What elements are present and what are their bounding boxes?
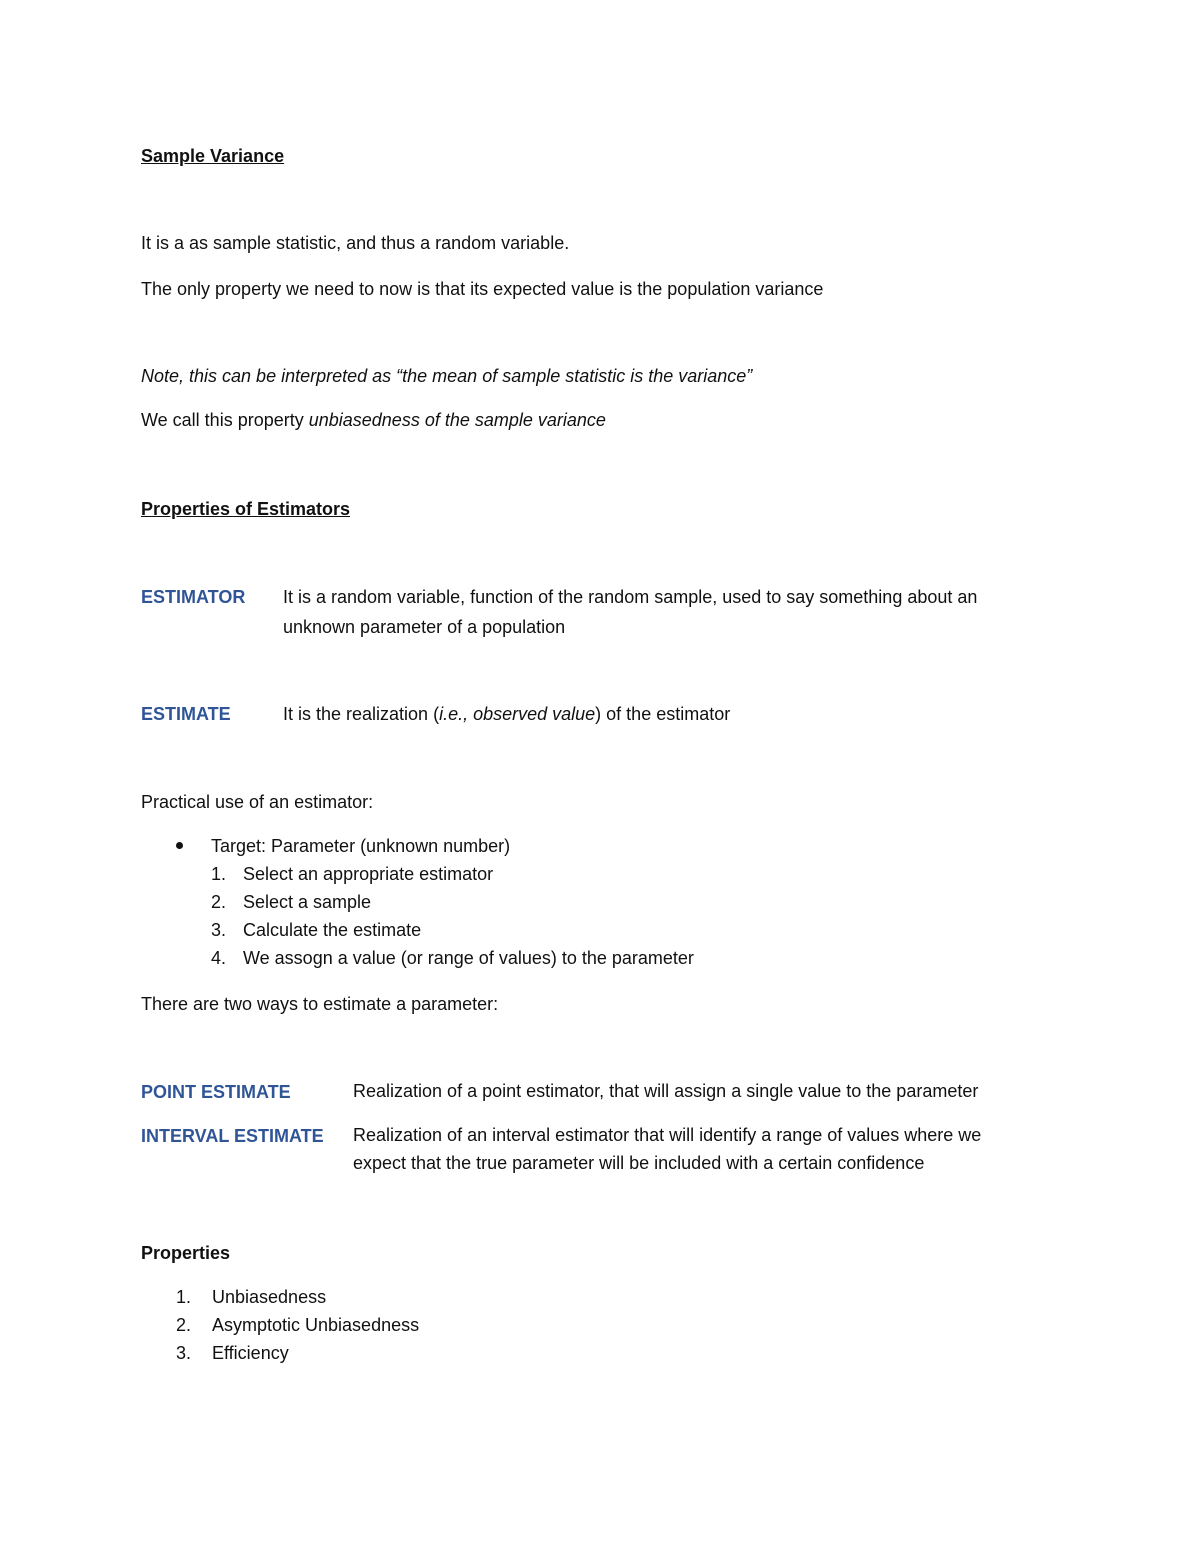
property-text: Efficiency (212, 1343, 289, 1363)
step-number: 2. (211, 892, 227, 912)
step-text: Select an appropriate estimator (243, 864, 494, 884)
property-item (176, 1314, 419, 1336)
step-text: Calculate the estimate (243, 920, 422, 940)
step-number: 3. (211, 920, 227, 940)
sample-variance-heading: Sample Variance (141, 146, 285, 166)
step-number: 1. (211, 864, 227, 884)
estimate-def-prefix: It is the realization ( (283, 704, 440, 724)
step-item (211, 947, 694, 969)
interval-def-line1: Realization of an interval estimator that will identify a range of values where we (353, 1125, 982, 1145)
bullet-icon (176, 842, 183, 849)
point-estimate-term: POINT ESTIMATE (141, 1082, 291, 1102)
interval-def-line2: expect that the true parameter will be included with a certain confidence (353, 1153, 925, 1173)
property-text: Unbiasedness (212, 1287, 327, 1307)
property-number: 3. (176, 1343, 192, 1363)
step-text: Select a sample (243, 892, 372, 912)
estimate-definition (283, 699, 730, 729)
estimator-def-line2: unknown parameter of a population (283, 617, 566, 637)
estimator-term: ESTIMATOR (141, 587, 246, 607)
property-number: 1. (176, 1287, 192, 1307)
step-number: 4. (211, 948, 227, 968)
step-item (211, 919, 421, 941)
estimator-definition (283, 582, 977, 642)
unbiasedness-term: unbiasedness (308, 410, 420, 430)
sample-variance-line2: The only property we need to now is that its expected value is the population variance (141, 279, 824, 299)
property-number: 2. (176, 1315, 192, 1335)
properties-of-estimators-heading: Properties of Estimators (141, 499, 351, 519)
property-text: Asymptotic Unbiasedness (212, 1315, 420, 1335)
interval-estimate-term: INTERVAL ESTIMATE (141, 1126, 324, 1146)
estimate-def-suffix: ) of the estimator (595, 704, 731, 724)
sample-variance-line1: It is a as sample statistic, and thus a random variable. (141, 233, 570, 253)
step-item (211, 891, 371, 913)
note-line: Note, this can be interpreted as “the mean of sample statistic is the variance” (141, 366, 753, 386)
unbiasedness-suffix: of the sample variance (419, 410, 606, 430)
practical-use-intro: Practical use of an estimator: (141, 792, 374, 812)
interval-estimate-definition (353, 1121, 981, 1177)
property-item (176, 1286, 326, 1308)
step-item (211, 863, 493, 885)
properties-heading: Properties (141, 1243, 231, 1263)
estimate-term: ESTIMATE (141, 704, 231, 724)
unbiasedness-prefix: We call this property (141, 410, 309, 430)
estimator-def-line1: It is a random variable, function of the random sample, used to say something about an (283, 587, 978, 607)
estimate-def-italic: i.e., observed value (439, 704, 596, 724)
point-estimate-definition: Realization of a point estimator, that will assign a single value to the parameter (353, 1081, 979, 1101)
unbiasedness-line (141, 409, 606, 431)
two-ways-line: There are two ways to estimate a parameter: (141, 994, 499, 1014)
step-text: We assogn a value (or range of values) to the parameter (243, 948, 694, 968)
property-item (176, 1342, 289, 1364)
target-bullet-item: Target: Parameter (unknown number) (211, 836, 511, 856)
